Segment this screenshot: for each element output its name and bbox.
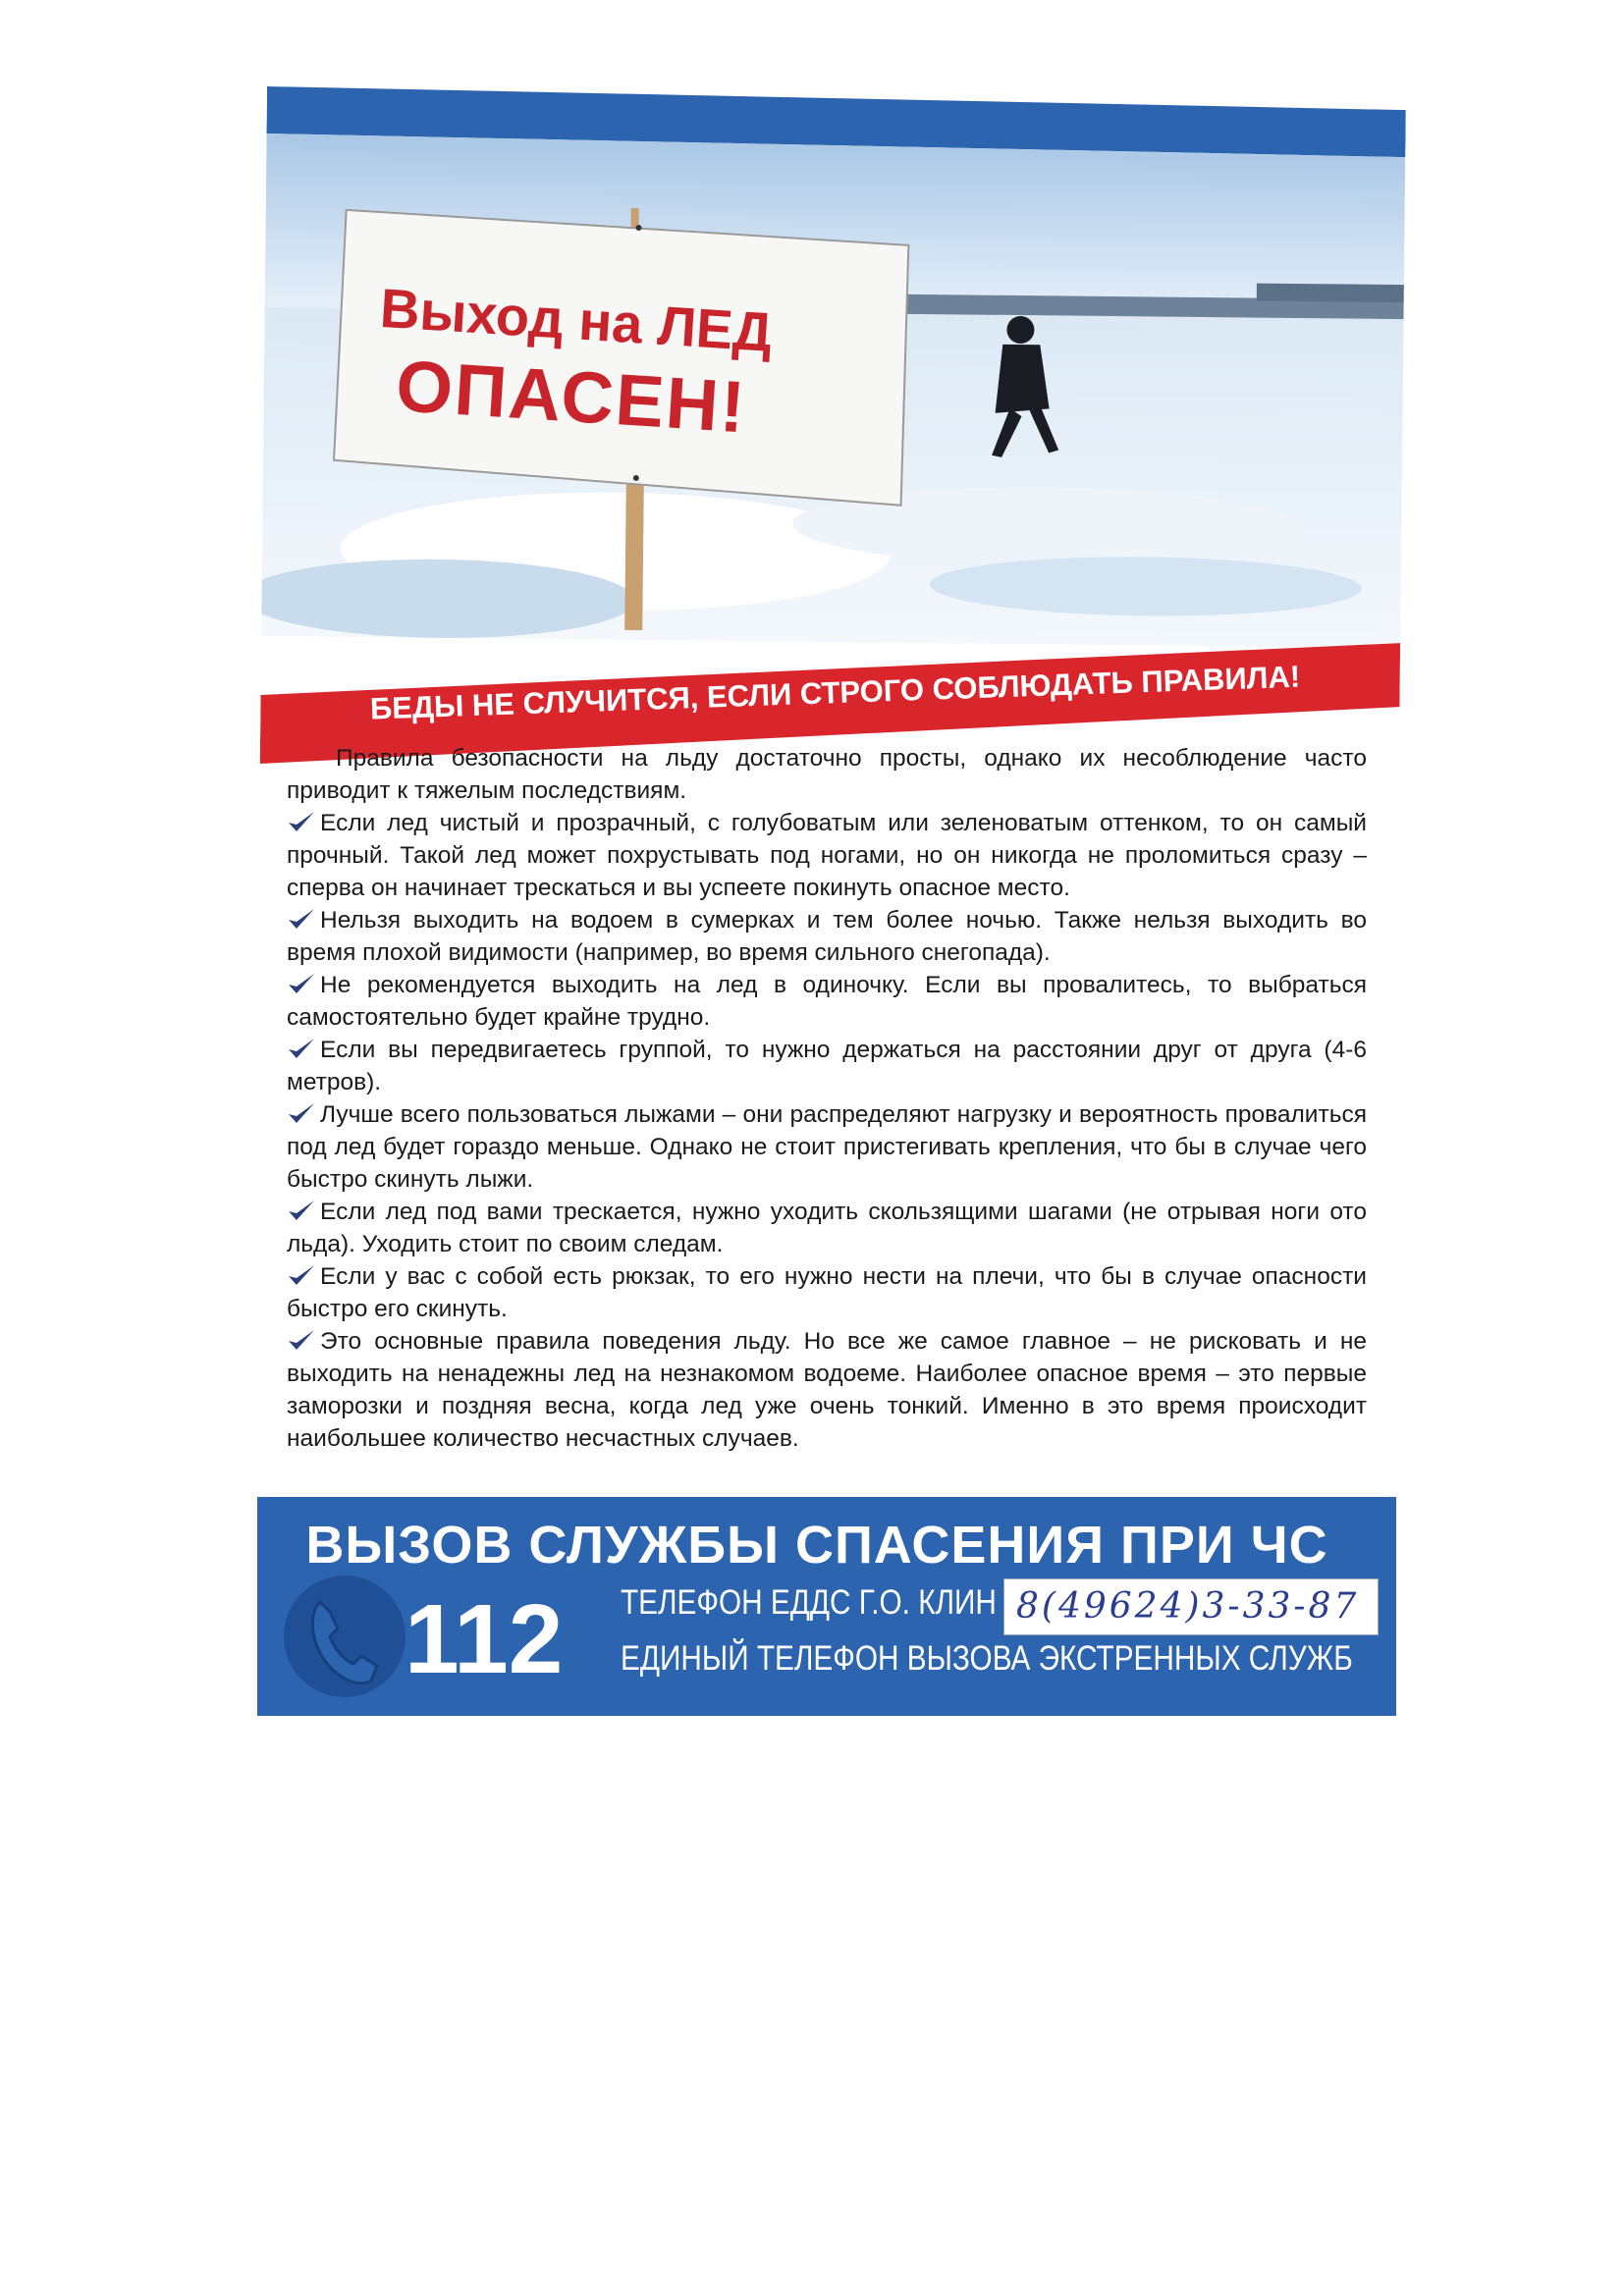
phone-icon — [281, 1568, 408, 1705]
rule-text: Лучше всего пользоваться лыжами – они распределяют нагрузку и вероятность провалиться под лед будет гораздо меньше. Однако не стоит пристегивать крепления, что бы в случае чего быстро скинуть лыжи. — [287, 1101, 1367, 1193]
rule-text: Если лед чистый и прозрачный, с голубоватым или зеленоватым оттенком, то он самый прочный. Такой лед может похрустывать под ногами, но он никогда не проломиться сразу – сперва он начинает трескаться и вы успеете покинуть опасное место. — [287, 810, 1367, 901]
rule-item — [287, 1260, 1367, 1325]
rule-item — [287, 1196, 1367, 1260]
rule-text: Если лед под вами трескается, нужно уходить скользящими шагами (не отрывая ноги ото льда). Уходить стоит по своим следам. — [287, 1199, 1367, 1257]
rule-item — [287, 1098, 1367, 1196]
check-icon — [287, 1037, 316, 1060]
rule-text: Не рекомендуется выходить на лед в одиночку. Если вы провалитесь, то выбраться самостоятельно будет крайне трудно. — [287, 972, 1367, 1031]
rule-text: Нельзя выходить на водоем в сумерках и тем более ночью. Также нельзя выходить во время плохой видимости (например, во время сильного снегопада). — [287, 907, 1367, 966]
sign-line2: ОПАСЕН! — [394, 345, 749, 449]
rule-item — [287, 1325, 1367, 1455]
rules-text — [287, 742, 1367, 1455]
edds-label: ТЕЛЕФОН ЕДДС Г.О. КЛИН — [621, 1583, 997, 1622]
check-icon — [287, 972, 316, 995]
check-icon — [287, 1263, 316, 1287]
emergency-panel — [257, 1497, 1396, 1716]
edds-number-box — [1003, 1578, 1379, 1635]
check-icon — [287, 1101, 316, 1125]
check-icon — [287, 907, 316, 931]
rule-item — [287, 904, 1367, 969]
sign-line1: Выход на ЛЕД — [378, 276, 775, 363]
header-photo — [259, 86, 1406, 815]
rule-item — [287, 969, 1367, 1034]
edds-number: 8(49624)3-33-87 — [1016, 1586, 1360, 1627]
check-icon — [287, 810, 316, 833]
emergency-label: ЕДИНЫЙ ТЕЛЕФОН ВЫЗОВА ЭКСТРЕННЫХ СЛУЖБ — [621, 1639, 1353, 1678]
warning-banner: БЕДЫ НЕ СЛУЧИТСЯ, ЕСЛИ СТРОГО СОБЛЮДАТЬ ПРАВИЛА! — [369, 659, 1301, 726]
check-icon — [287, 1199, 316, 1222]
rule-text: Если вы передвигаетесь группой, то нужно держаться на расстоянии друг от друга (4-6 метров). — [287, 1037, 1367, 1095]
flyer — [257, 86, 1396, 1716]
intro-paragraph: Правила безопасности на льду достаточно просты, однако их несоблюдение часто приводит к тяжелым последствиям. — [287, 745, 1367, 804]
check-icon — [287, 1328, 316, 1352]
rule-text: Это основные правила поведения льду. Но все же самое главное – не рисковать и не выходить на ненадежны лед на незнакомом водоеме. Наиболее опасное время – это первые заморозки и поздняя весна, когда лед уже очень тонкий. Именно в это время происходит наибольшее количество несчастных случаев. — [287, 1328, 1367, 1452]
rule-text: Если у вас с собой есть рюкзак, то его нужно нести на плечи, что бы в случае опасности быстро его скинуть. — [287, 1263, 1367, 1322]
rule-item — [287, 1034, 1367, 1098]
emergency-number: 112 — [405, 1584, 564, 1694]
sign-text — [339, 272, 809, 454]
emergency-title: ВЫЗОВ СЛУЖБЫ СПАСЕНИЯ ПРИ ЧС — [305, 1516, 1328, 1575]
rule-item — [287, 807, 1367, 904]
